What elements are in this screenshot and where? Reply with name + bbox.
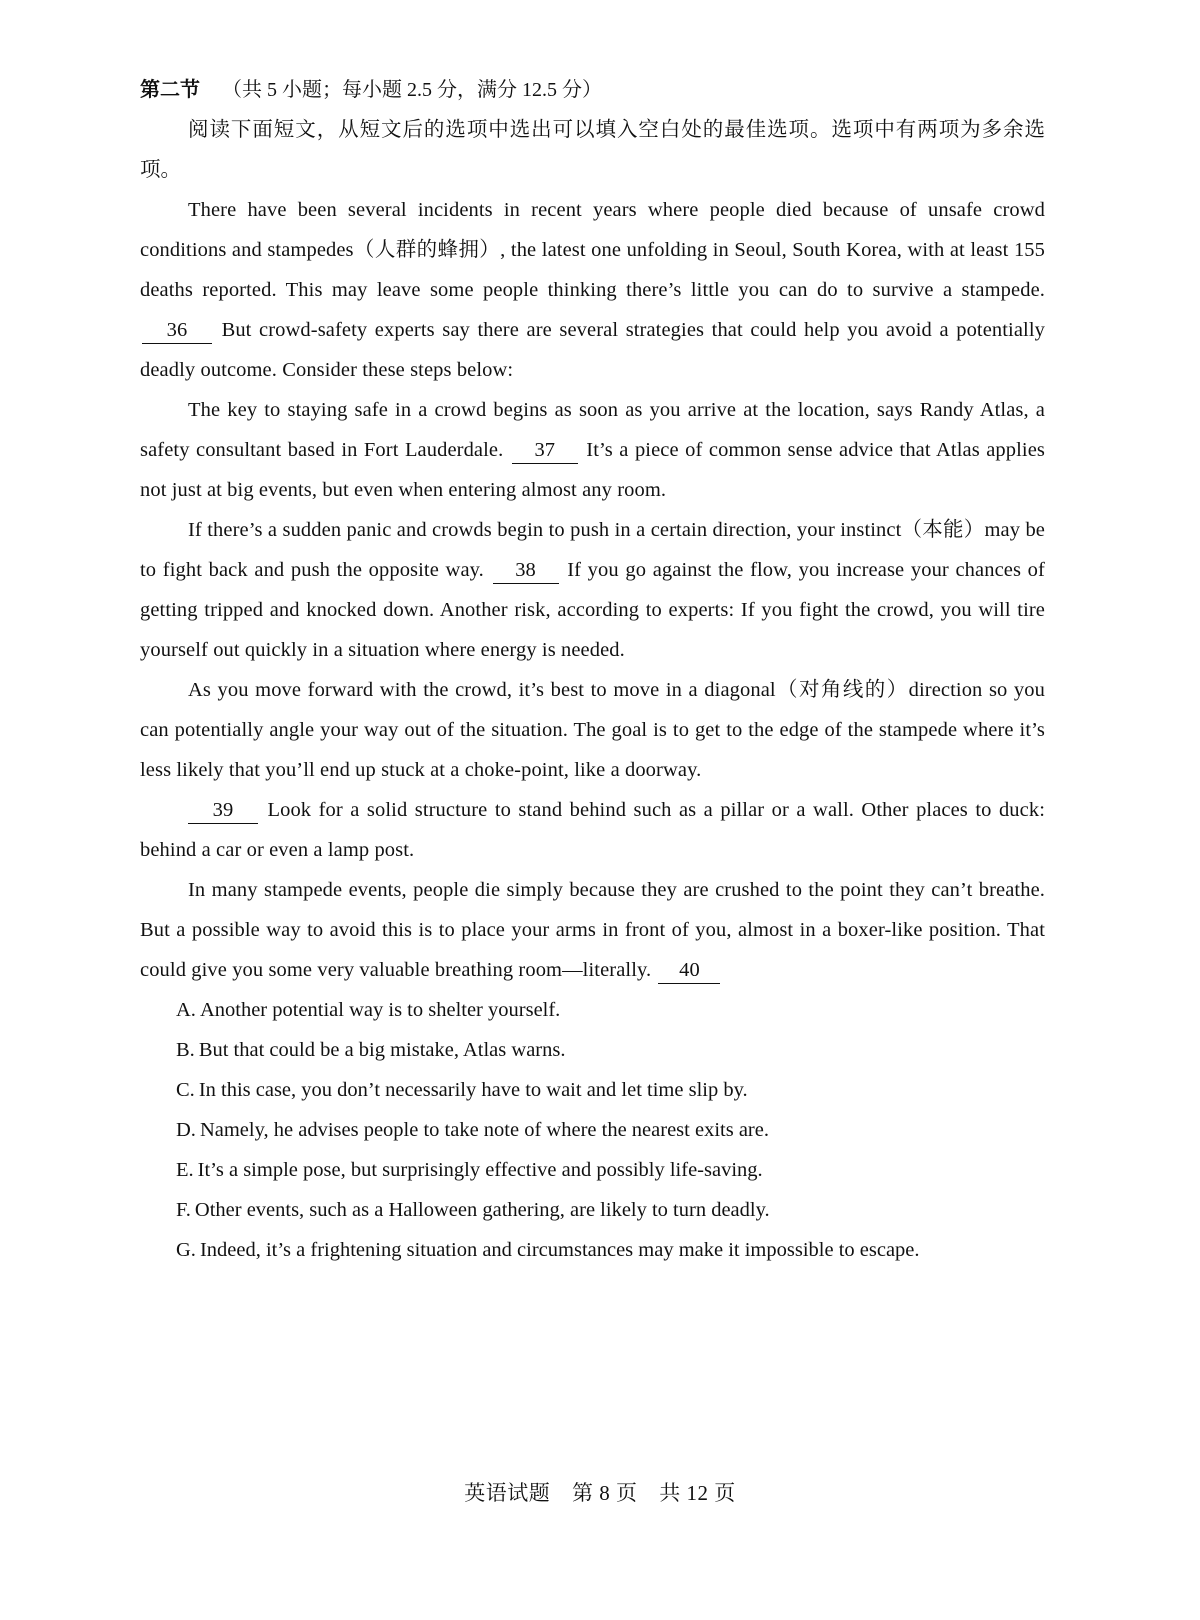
section-header xyxy=(140,70,1045,110)
paragraph-text: But crowd-safety experts say there are several strategies that could help you avoid a potentially deadly outcome. Consider these steps below: xyxy=(140,319,1045,381)
option-text: But that could be a big mistake, Atlas warns. xyxy=(198,1039,566,1061)
passage-paragraph-1 xyxy=(140,190,1045,390)
answer-blank-39: 39 xyxy=(188,797,258,824)
paragraph-text: In many stampede events, people die simply because they are crushed to the point they can’t breathe. But a possible way to avoid this is to place your arms in front of you, almost in a boxer-like position. That could give you some very valuable breathing room—literally. xyxy=(140,879,1045,981)
answer-blank-38: 38 xyxy=(493,557,559,584)
option-text: Namely, he advises people to take note of where the nearest exits are. xyxy=(199,1119,769,1141)
instruction-text: 阅读下面短文，从短文后的选项中选出可以填入空白处的最佳选项。选项中有两项为多余选项。 xyxy=(140,119,1045,181)
section-title: 第二节 xyxy=(140,79,200,101)
option-d xyxy=(140,1110,1045,1150)
option-text: Another potential way is to shelter yourself. xyxy=(199,999,561,1021)
footer-page-number: 第 8 页 xyxy=(572,1481,638,1505)
option-b xyxy=(140,1030,1045,1070)
option-text: In this case, you don’t necessarily have to wait and let time slip by. xyxy=(198,1079,748,1101)
paragraph-text: If there’s a sudden panic and crowds begin to push in a certain direction, your instinct（本能）may be to fight back and push the opposite way. xyxy=(140,519,1045,581)
option-letter: C. xyxy=(176,1079,195,1101)
option-g xyxy=(140,1230,1045,1270)
option-letter: E. xyxy=(176,1159,194,1181)
option-letter: A. xyxy=(176,999,196,1021)
answer-options xyxy=(140,990,1045,1270)
passage-paragraph-3 xyxy=(140,510,1045,670)
exam-page xyxy=(140,70,1045,1270)
paragraph-text: Look for a solid structure to stand behind such as a pillar or a wall. Other places to duck: behind a car or even a lamp post. xyxy=(140,799,1045,861)
answer-blank-36: 36 xyxy=(142,317,212,344)
option-e xyxy=(140,1150,1045,1190)
option-letter: G. xyxy=(176,1239,196,1261)
option-text: Indeed, it’s a frightening situation and circumstances may make it impossible to escape. xyxy=(199,1239,920,1261)
passage-paragraph-4: As you move forward with the crowd, it’s best to move in a diagonal（对角线的）direction so you can potentially angle your way out of the situation. The goal is to get to the edge of the stampede where it’s less likely that you’ll end up stuck at a choke-point, like a doorway. xyxy=(140,679,1045,781)
option-a xyxy=(140,990,1045,1030)
page-footer xyxy=(0,1478,1200,1508)
footer-subject: 英语试题 xyxy=(464,1481,551,1505)
paragraph-text: It’s a piece of common sense advice that Atlas applies not just at big events, but even when entering almost any room. xyxy=(140,439,1045,501)
option-c xyxy=(140,1070,1045,1110)
option-text: Other events, such as a Halloween gathering, are likely to turn deadly. xyxy=(194,1199,770,1221)
passage-paragraph-6 xyxy=(140,870,1045,990)
passage-paragraph-5 xyxy=(140,790,1045,870)
answer-blank-37: 37 xyxy=(512,437,578,464)
option-text: It’s a simple pose, but surprisingly effective and possibly life-saving. xyxy=(197,1159,763,1181)
paragraph-text: The key to staying safe in a crowd begins as soon as you arrive at the location, says Randy Atlas, a safety consultant based in Fort Lauderdale. xyxy=(140,399,1045,461)
answer-blank-40: 40 xyxy=(658,957,720,984)
option-letter: B. xyxy=(176,1039,195,1061)
paragraph-text: If you go against the flow, you increase your chances of getting tripped and knocked down. Another risk, according to experts: If you fight the crowd, you will tire yourself out quickly in a situation where energy is needed. xyxy=(140,559,1045,661)
option-letter: D. xyxy=(176,1119,196,1141)
option-f xyxy=(140,1190,1045,1230)
footer-total-pages: 共 12 页 xyxy=(659,1481,736,1505)
passage-paragraph-2 xyxy=(140,390,1045,510)
section-scoring-note: （共 5 小题；每小题 2.5 分，满分 12.5 分） xyxy=(222,79,602,101)
paragraph-text: There have been several incidents in recent years where people died because of unsafe crowd conditions and stampedes（人群的蜂拥）, the latest one unfolding in Seoul, South Korea, with at least 155 deaths reported. This may leave some people thinking there’s little you can do to survive a stampede. xyxy=(140,199,1045,301)
option-letter: F. xyxy=(176,1199,191,1221)
